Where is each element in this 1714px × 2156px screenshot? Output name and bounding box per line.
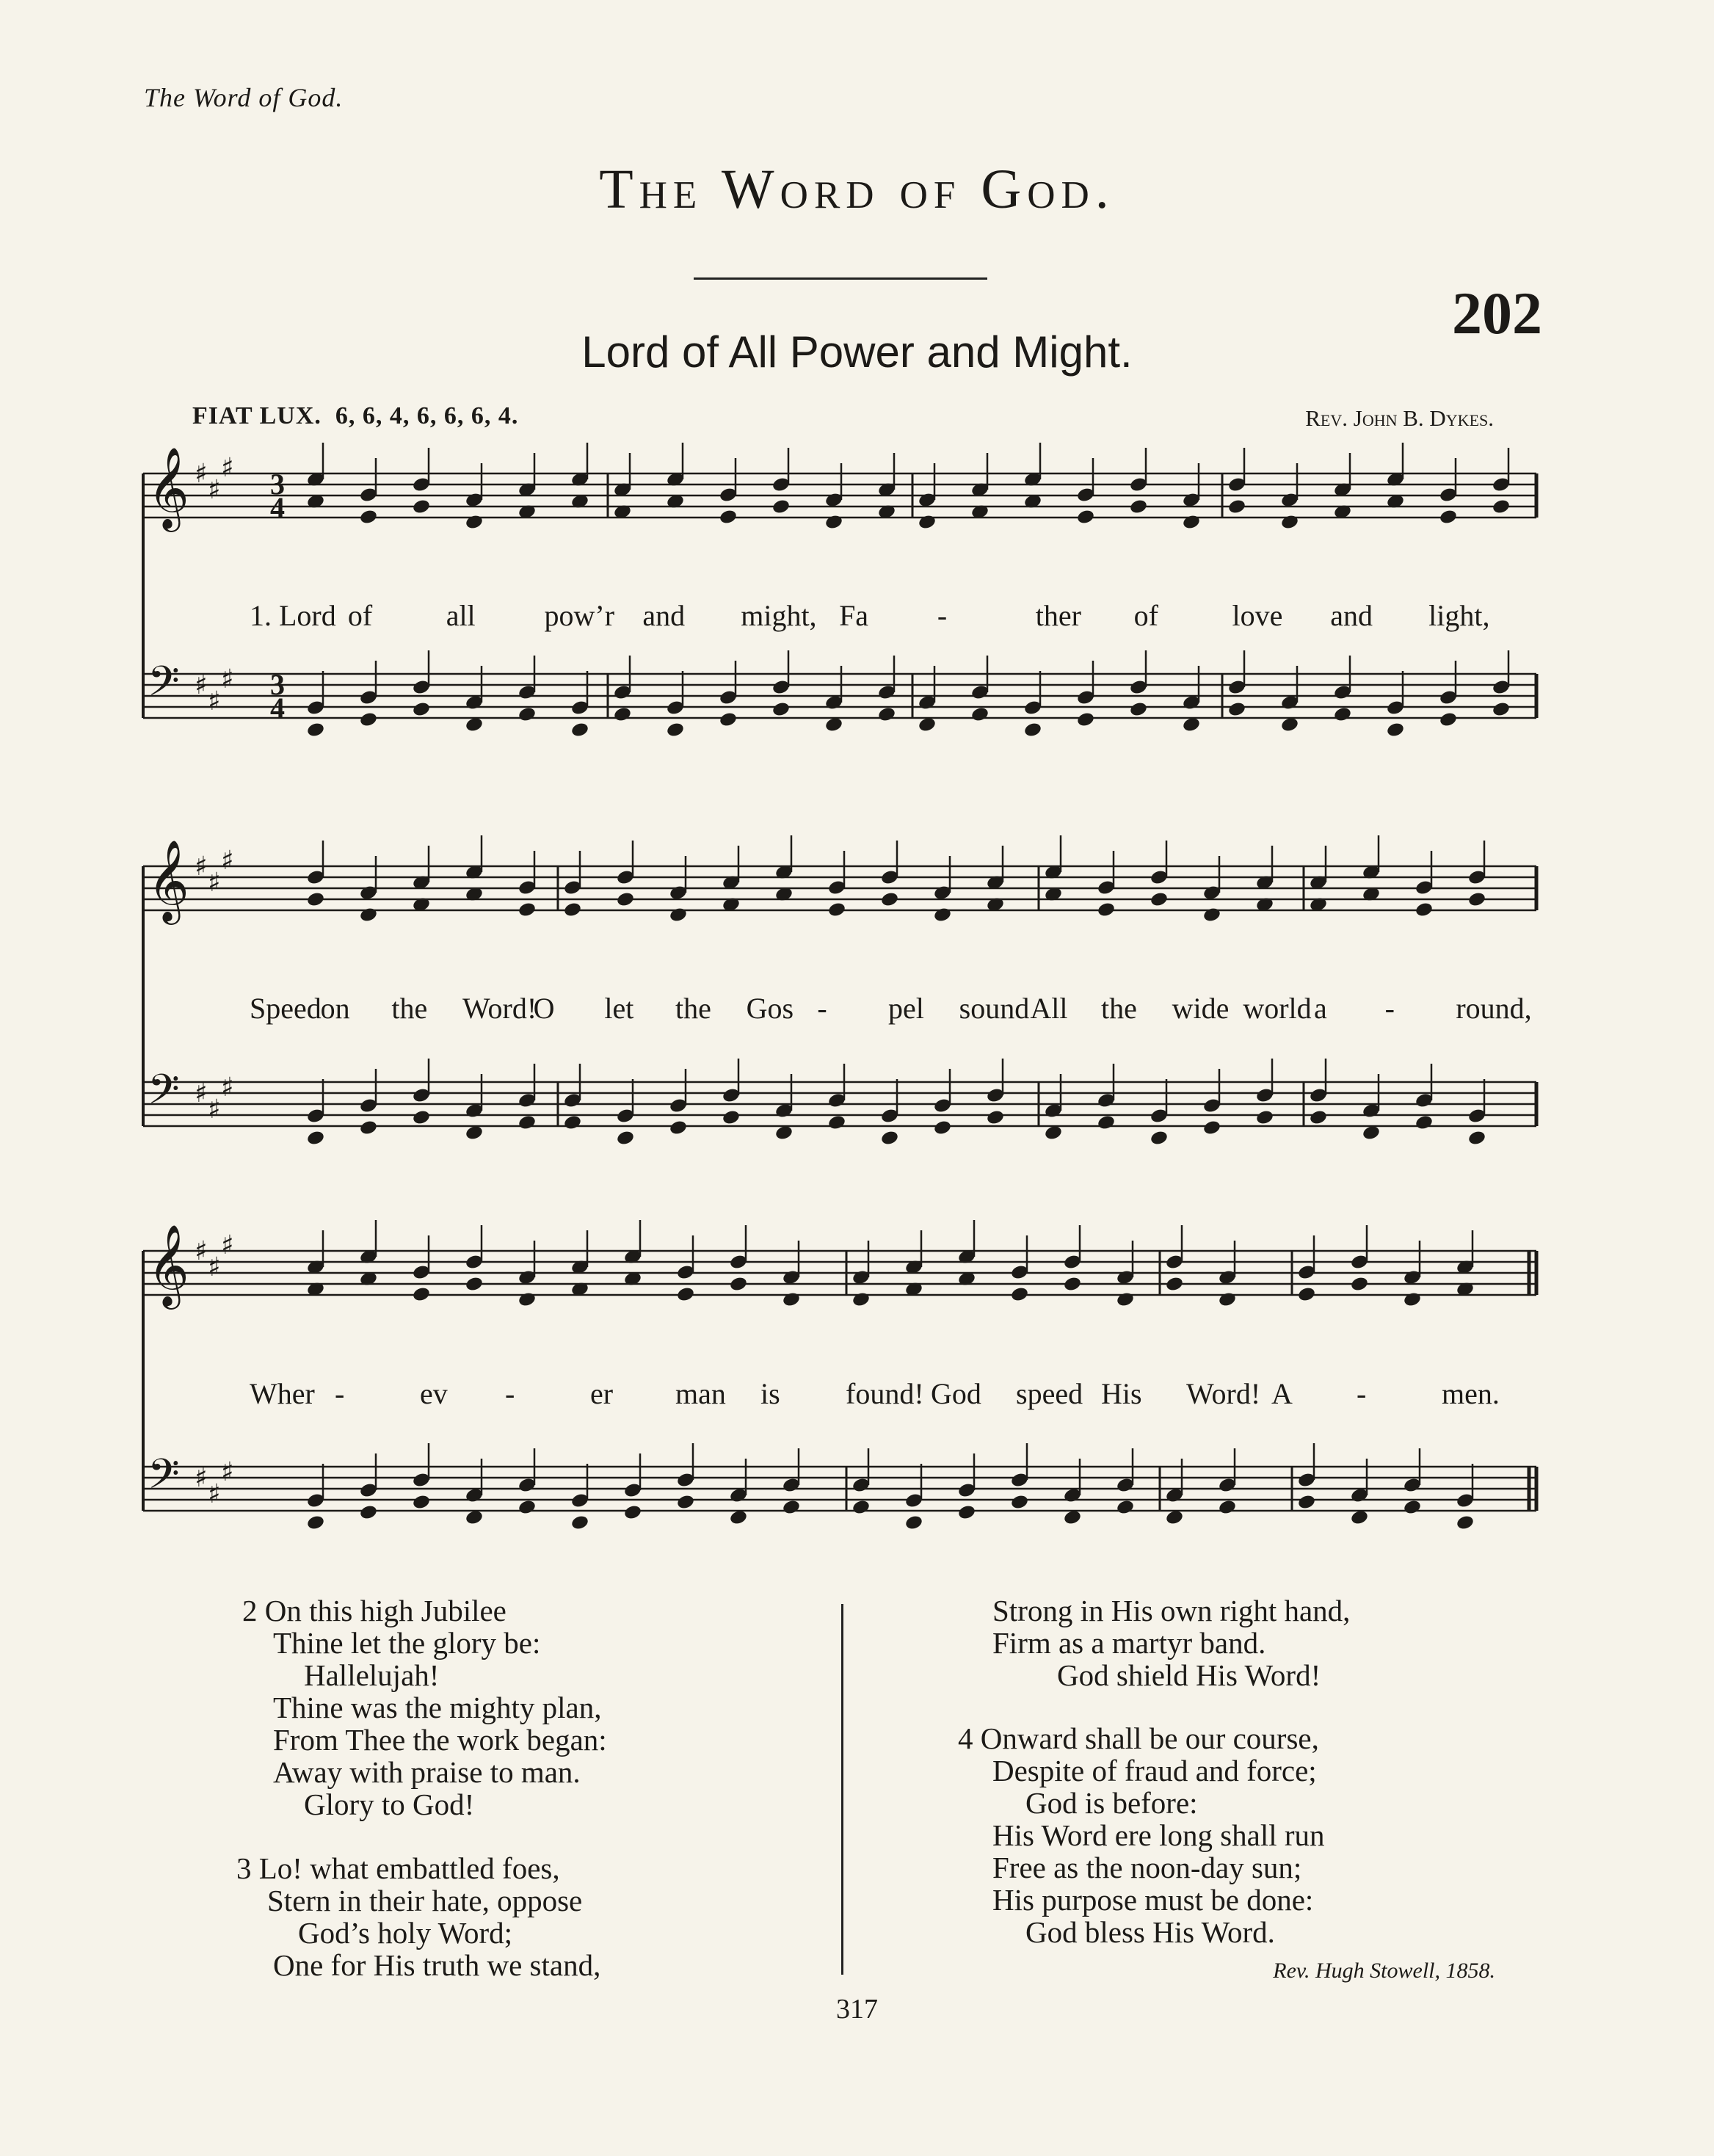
- note-head: [412, 498, 431, 515]
- note-head: [880, 1130, 899, 1147]
- page-number: 317: [836, 1994, 878, 2025]
- lyric-syllable: light,: [1428, 599, 1490, 632]
- lyric-syllable: round,: [1456, 992, 1532, 1025]
- note-head: [616, 1130, 635, 1147]
- verse-line: One for His truth we stand,: [273, 1948, 601, 1982]
- note-head: [1150, 1130, 1169, 1147]
- verse-line: God shield His Word!: [1057, 1658, 1321, 1692]
- verse-line: Hallelujah!: [304, 1658, 440, 1692]
- note-head: [518, 1291, 537, 1308]
- note-head: [719, 509, 738, 526]
- note-head: [880, 891, 899, 908]
- lyric-syllable: O: [533, 992, 555, 1025]
- sharp-icon: ♯: [195, 1463, 208, 1493]
- sharp-icon: ♯: [221, 846, 234, 876]
- verse-line: 3 Lo! what embattled foes,: [236, 1851, 560, 1885]
- composer: Rev. John B. Dykes.: [1305, 405, 1494, 431]
- note-head: [518, 1499, 537, 1516]
- note-head: [1350, 1276, 1369, 1293]
- note-head: [1297, 1494, 1316, 1511]
- note-head: [1280, 514, 1299, 531]
- note-head: [827, 901, 846, 918]
- sharp-icon: ♯: [195, 459, 208, 489]
- sharp-icon: ♯: [195, 852, 208, 882]
- lyric-syllable: A: [1271, 1377, 1293, 1410]
- note-head: [1165, 1276, 1184, 1293]
- note-head: [412, 701, 431, 718]
- lyric-syllable: of: [347, 599, 373, 632]
- note-head: [771, 498, 791, 515]
- note-head: [1218, 1291, 1237, 1308]
- note-head: [986, 1109, 1005, 1126]
- tune-meter: 6, 6, 4, 6, 6, 6, 4.: [335, 402, 519, 429]
- note-head: [918, 514, 937, 531]
- bass-clef-icon: 𝄢: [148, 1066, 180, 1124]
- lyric-syllable: wide: [1172, 992, 1230, 1025]
- note-head: [904, 1514, 923, 1531]
- note-head: [1129, 498, 1148, 515]
- note-head: [563, 1114, 582, 1131]
- lyric-syllable: -: [817, 992, 827, 1025]
- note-head: [623, 1504, 642, 1521]
- hymn-title: Lord of All Power and Might.: [581, 327, 1133, 377]
- verse-2: [242, 1594, 607, 1821]
- lyric-syllable: of: [1133, 599, 1158, 632]
- note-head: [782, 1499, 801, 1516]
- verse-line: Thine let the glory be:: [273, 1626, 541, 1660]
- verse-line: Free as the noon-day sun;: [992, 1851, 1302, 1884]
- note-head: [782, 1291, 801, 1308]
- note-head: [1467, 891, 1486, 908]
- note-head: [970, 706, 989, 723]
- sharp-icon: ♯: [195, 1078, 208, 1108]
- author-credit: Rev. Hugh Stowell, 1858.: [1273, 1959, 1495, 1983]
- note-head: [669, 1119, 688, 1136]
- note-head: [359, 1119, 378, 1136]
- sharp-icon: ♯: [195, 1236, 208, 1266]
- lyric-syllable: -: [1384, 992, 1395, 1025]
- time-signature-bottom: 4: [270, 491, 285, 524]
- note-head: [676, 1494, 695, 1511]
- note-head: [719, 711, 738, 728]
- lyric-syllable: ther: [1035, 599, 1081, 632]
- lyric-syllable: all: [446, 599, 476, 632]
- lyric-syllable: -: [1357, 1377, 1367, 1410]
- note-head: [851, 1499, 871, 1516]
- note-head: [1439, 711, 1458, 728]
- note-head: [676, 1286, 695, 1303]
- lyric-syllable: man: [675, 1377, 726, 1410]
- verse-line: Glory to God!: [304, 1787, 475, 1821]
- note-head: [729, 1276, 748, 1293]
- lyric-syllable: Fa: [839, 599, 869, 632]
- note-head: [563, 901, 582, 918]
- note-head: [722, 1109, 741, 1126]
- note-head: [1333, 706, 1352, 723]
- note-head: [877, 706, 896, 723]
- verse-4: [958, 1722, 1325, 1948]
- sharp-icon: ♯: [208, 1479, 221, 1509]
- sharp-icon: ♯: [208, 1095, 221, 1125]
- note-head: [1492, 701, 1511, 718]
- sharp-icon: ♯: [221, 453, 234, 483]
- note-head: [1309, 1109, 1328, 1126]
- note-head: [359, 1504, 378, 1521]
- note-head: [613, 706, 632, 723]
- lyric-syllable: All: [1030, 992, 1068, 1025]
- hymn-number: 202: [1452, 280, 1542, 346]
- note-head: [306, 891, 325, 908]
- sharp-icon: ♯: [208, 868, 221, 898]
- note-head: [465, 1276, 484, 1293]
- bass-clef-icon: 𝄢: [148, 658, 180, 716]
- lyric-syllable: Word!: [1186, 1377, 1261, 1410]
- note-head: [771, 701, 791, 718]
- note-head: [1023, 722, 1042, 738]
- sharp-icon: ♯: [221, 1230, 234, 1260]
- lyric-syllable: and: [642, 599, 686, 632]
- time-signature-top: 3: [270, 668, 285, 701]
- lyric-syllable: -: [505, 1377, 515, 1410]
- note-head: [616, 891, 635, 908]
- lyric-syllable: the: [675, 992, 711, 1025]
- lyric-syllable: sound: [959, 992, 1030, 1025]
- note-head: [306, 1130, 325, 1147]
- note-head: [1076, 711, 1095, 728]
- note-head: [1415, 1114, 1434, 1131]
- note-head: [1202, 907, 1221, 923]
- verse-line: Despite of fraud and force;: [992, 1754, 1317, 1787]
- note-head: [1386, 722, 1405, 738]
- note-head: [1182, 514, 1201, 531]
- note-head: [306, 722, 325, 738]
- time-signature-top: 3: [270, 468, 285, 501]
- note-head: [465, 514, 484, 531]
- lyric-syllable: speed: [1016, 1377, 1083, 1410]
- note-head: [1467, 1130, 1486, 1147]
- note-head: [518, 901, 537, 918]
- sharp-icon: ♯: [208, 1252, 221, 1282]
- verse-line: Thine was the mighty plan,: [273, 1691, 602, 1724]
- lyric-syllable: Gos: [746, 992, 794, 1025]
- lyric-syllable: pow’r: [544, 599, 615, 632]
- lyric-syllable: -: [937, 599, 948, 632]
- note-head: [570, 722, 589, 738]
- time-signature-bottom: 4: [270, 692, 285, 725]
- note-head: [518, 706, 537, 723]
- note-head: [1403, 1499, 1422, 1516]
- lyric-syllable: and: [1330, 599, 1373, 632]
- note-head: [1129, 701, 1148, 718]
- lyric-syllable: the: [391, 992, 428, 1025]
- verse-3-continued: [992, 1594, 1350, 1691]
- note-head: [1456, 1514, 1475, 1531]
- verse-line: God is before:: [1025, 1786, 1198, 1820]
- note-head: [1403, 1291, 1422, 1308]
- note-head: [1202, 1119, 1221, 1136]
- lyric-syllable: Word!: [462, 992, 537, 1025]
- lyric-syllable: -: [335, 1377, 345, 1410]
- verse-line: God bless His Word.: [1025, 1915, 1275, 1949]
- lyric-syllable: a: [1314, 992, 1327, 1025]
- note-head: [1076, 509, 1095, 526]
- bass-clef-icon: 𝄢: [148, 1451, 180, 1509]
- note-head: [1010, 1494, 1029, 1511]
- verse-line: Strong in His own right hand,: [992, 1594, 1351, 1627]
- sharp-icon: ♯: [195, 670, 208, 700]
- note-head: [1097, 901, 1116, 918]
- lyric-syllable: His: [1101, 1377, 1142, 1410]
- verse-line: His Word ere long shall run: [992, 1818, 1325, 1852]
- note-head: [412, 1286, 431, 1303]
- lyric-syllable: Wher: [250, 1377, 315, 1410]
- note-head: [933, 1119, 952, 1136]
- note-head: [412, 1109, 431, 1126]
- lyric-syllable: ev: [420, 1377, 448, 1410]
- note-head: [1297, 1286, 1316, 1303]
- note-head: [666, 722, 685, 738]
- note-head: [827, 1114, 846, 1131]
- verse-line: 2 On this high Jubilee: [242, 1594, 506, 1627]
- lyric-syllable: er: [590, 1377, 614, 1410]
- sharp-icon: ♯: [221, 1457, 234, 1487]
- sharp-icon: ♯: [221, 664, 234, 694]
- lyric-syllable: men.: [1442, 1377, 1500, 1410]
- note-head: [1150, 891, 1169, 908]
- note-head: [1116, 1499, 1135, 1516]
- lyric-syllable: world: [1243, 992, 1312, 1025]
- note-head: [1439, 509, 1458, 526]
- note-head: [1415, 901, 1434, 918]
- sharp-icon: ♯: [221, 1072, 234, 1103]
- note-head: [1063, 1276, 1082, 1293]
- note-head: [1116, 1291, 1135, 1308]
- note-head: [851, 1291, 871, 1308]
- treble-clef-icon: 𝄞: [148, 839, 189, 921]
- verse-line: God’s holy Word;: [298, 1916, 513, 1950]
- note-head: [518, 1114, 537, 1131]
- lyric-syllable: 1. Lord: [250, 599, 336, 632]
- lyric-syllable: God: [931, 1377, 981, 1410]
- note-head: [306, 1514, 325, 1531]
- lyric-syllable: let: [604, 992, 634, 1025]
- note-head: [570, 1514, 589, 1531]
- lyric-syllable: might,: [741, 599, 817, 632]
- note-head: [359, 509, 378, 526]
- lyric-syllable: on: [320, 992, 350, 1025]
- lyric-syllable: is: [760, 1377, 780, 1410]
- tune-name: FIAT LUX.: [192, 402, 322, 429]
- verse-line: Firm as a martyr band.: [992, 1626, 1266, 1660]
- sharp-icon: ♯: [208, 686, 221, 716]
- sharp-icon: ♯: [208, 475, 221, 505]
- verse-line: Away with praise to man.: [273, 1755, 581, 1789]
- note-head: [1255, 1109, 1274, 1126]
- treble-clef-icon: 𝄞: [148, 1224, 189, 1306]
- lyric-syllable: the: [1101, 992, 1137, 1025]
- verse-3: [236, 1852, 600, 1981]
- lyric-syllable: Speed: [250, 992, 322, 1025]
- note-head: [1010, 1286, 1029, 1303]
- note-head: [957, 1504, 976, 1521]
- section-title: The Word of God.: [599, 159, 1115, 220]
- note-head: [1227, 701, 1246, 718]
- verse-line: From Thee the work began:: [273, 1723, 607, 1757]
- treble-clef-icon: 𝄞: [148, 446, 189, 529]
- verse-line: Stern in their hate, oppose: [267, 1884, 583, 1917]
- note-head: [824, 514, 843, 531]
- note-head: [359, 711, 378, 728]
- note-head: [1218, 1499, 1237, 1516]
- note-head: [1492, 498, 1511, 515]
- verse-line: 4 Onward shall be our course,: [958, 1721, 1319, 1755]
- note-head: [1227, 498, 1246, 515]
- note-head: [359, 907, 378, 923]
- note-head: [669, 907, 688, 923]
- note-head: [412, 1494, 431, 1511]
- lyric-syllable: pel: [888, 992, 924, 1025]
- column-divider: [841, 1604, 843, 1975]
- lyric-syllable: found!: [846, 1377, 924, 1410]
- lyric-syllable: love: [1232, 599, 1283, 632]
- note-head: [933, 907, 952, 923]
- verse-line: His purpose must be done:: [992, 1883, 1314, 1917]
- running-head: The Word of God.: [144, 83, 344, 112]
- note-head: [1097, 1114, 1116, 1131]
